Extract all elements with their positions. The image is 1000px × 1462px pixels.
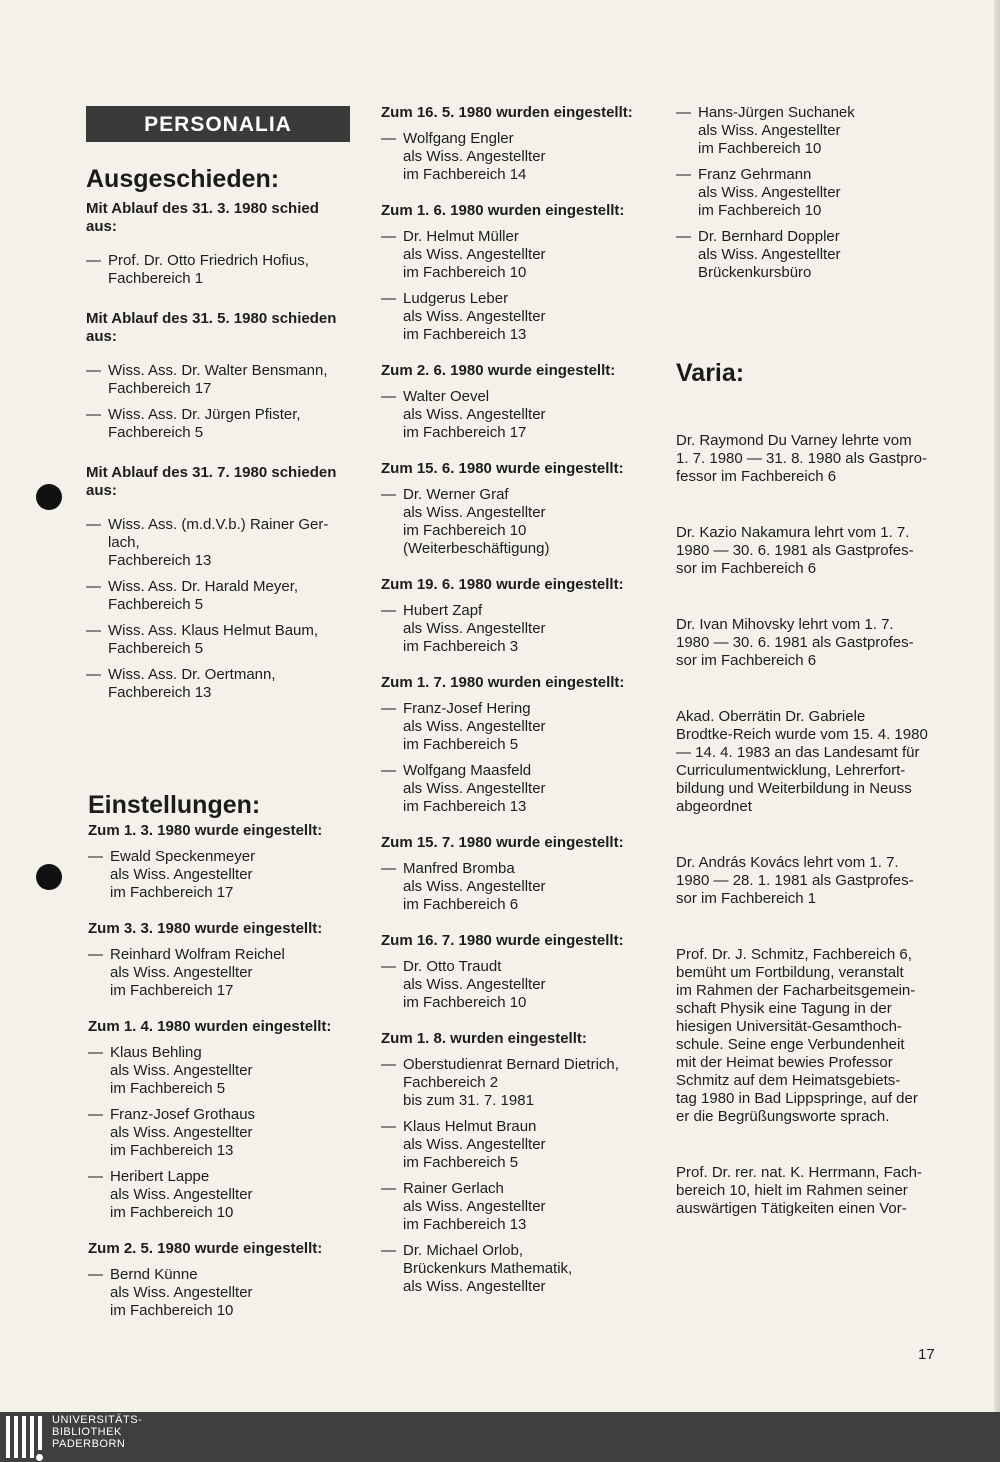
group-heading [381, 576, 651, 594]
dash-marker: — [381, 1118, 396, 1135]
list-item [88, 848, 358, 902]
column-1 [86, 104, 356, 1319]
list-item-line: Rainer Gerlach [403, 1180, 504, 1197]
list-item-line: Fachbereich 13 [108, 684, 212, 701]
list-item-line: im Fachbereich 6 [403, 896, 519, 913]
varia-paragraph-line: sor im Fachbereich 6 [676, 652, 817, 669]
varia-paragraph-line: sor im Fachbereich 1 [676, 890, 817, 907]
dash-marker: — [381, 486, 396, 503]
group-heading [381, 834, 651, 852]
list-item-line: im Fachbereich 17 [110, 884, 234, 901]
varia-paragraph-line: bereich 10, hielt im Rahmen seiner [676, 1182, 908, 1199]
list-item-line: bis zum 31. 7. 1981 [403, 1092, 534, 1109]
list-item-line: Fachbereich 5 [108, 424, 204, 441]
dash-marker: — [676, 104, 691, 121]
list-item-line: im Fachbereich 13 [403, 798, 527, 815]
list-item-line: als Wiss. Angestellter [698, 184, 841, 201]
list-item-line: Fachbereich 1 [108, 270, 204, 287]
list-item-line: Fachbereich 13 [108, 552, 212, 569]
list-item-line: als Wiss. Angestellter [403, 308, 546, 325]
group-heading-line: Zum 2. 5. 1980 wurde eingestellt: [88, 1240, 323, 1257]
dash-marker: — [381, 602, 396, 619]
einstellungen-section [88, 790, 358, 1320]
list-item-line: als Wiss. Angestellter [403, 878, 546, 895]
group-heading-line: Zum 1. 4. 1980 wurden eingestellt: [88, 1018, 332, 1035]
einstellungen-heading: Einstellungen: [88, 791, 261, 819]
list-item [88, 1266, 358, 1320]
list-item [86, 578, 356, 614]
list-item-line: als Wiss. Angestellter [403, 246, 546, 263]
list-item-line: Wolfgang Maasfeld [403, 762, 532, 779]
group-heading-line: Zum 1. 3. 1980 wurde eingestellt: [88, 822, 323, 839]
ausgeschieden-heading: Ausgeschieden: [86, 165, 280, 193]
list-item-line: im Fachbereich 13 [403, 1216, 527, 1233]
varia-paragraph-line: tag 1980 in Bad Lippspringe, auf der [676, 1090, 918, 1107]
list-item-line: als Wiss. Angestellter [403, 504, 546, 521]
dash-marker: — [381, 388, 396, 405]
column-3 [676, 104, 946, 1218]
list-item-line: als Wiss. Angestellter [403, 406, 546, 423]
list-item-line: Ewald Speckenmeyer [110, 848, 256, 865]
list-item [86, 666, 356, 702]
group-heading [86, 310, 356, 346]
einstellungen-groups [88, 822, 358, 1320]
dash-marker: — [86, 578, 101, 595]
list-item-line: Wiss. Ass. Dr. Walter Bensmann, [108, 362, 328, 379]
list-item [381, 388, 651, 442]
group-heading [88, 920, 358, 938]
list-item-line: Dr. Michael Orlob, [403, 1242, 524, 1259]
list-item-line: Fachbereich 17 [108, 380, 212, 397]
ausgeschieden-section [86, 164, 356, 702]
varia-paragraph-line: fessor im Fachbereich 6 [676, 468, 837, 485]
group-heading-line: Zum 3. 3. 1980 wurde eingestellt: [88, 920, 323, 937]
dash-marker: — [88, 1266, 103, 1283]
list-item-line: Klaus Helmut Braun [403, 1118, 537, 1135]
list-item-line: Franz-Josef Grothaus [110, 1106, 256, 1123]
list-item-line: Wolfgang Engler [403, 130, 514, 147]
group-heading-line: aus: [86, 482, 117, 499]
list-item-line: Franz-Josef Hering [403, 700, 531, 717]
dash-marker: — [381, 130, 396, 147]
group-heading-line: Zum 1. 8. wurden eingestellt: [381, 1030, 587, 1047]
varia-paragraph-line: Dr. András Kovács lehrt vom 1. 7. [676, 854, 899, 871]
list-item-line: als Wiss. Angestellter [403, 1136, 546, 1153]
list-item-line: Klaus Behling [110, 1044, 202, 1061]
punch-hole [36, 484, 62, 510]
list-item-line: als Wiss. Angestellter [698, 246, 841, 263]
group-heading [381, 362, 651, 380]
group-heading-line: aus: [86, 218, 117, 235]
group-heading [88, 822, 358, 840]
list-item-line: im Fachbereich 3 [403, 638, 519, 655]
group-heading [381, 932, 651, 950]
list-item-line: als Wiss. Angestellter [403, 1198, 546, 1215]
list-item-line: lach, [108, 534, 140, 551]
list-item [86, 622, 356, 658]
varia-paragraph-line: auswärtigen Tätigkeiten einen Vor- [676, 1200, 907, 1217]
dash-marker: — [381, 762, 396, 779]
varia-paragraph-line: 1980 — 30. 6. 1981 als Gastprofes- [676, 542, 914, 559]
list-item-line: als Wiss. Angestellter [403, 780, 546, 797]
list-item-line: Wiss. Ass. Dr. Oertmann, [108, 666, 276, 683]
dash-marker: — [86, 406, 101, 423]
dash-marker: — [381, 228, 396, 245]
list-item [381, 602, 651, 656]
list-item [381, 700, 651, 754]
group-heading-line: Zum 16. 5. 1980 wurden eingestellt: [381, 104, 633, 121]
varia-paragraph-line: im Rahmen der Facharbeitsgemein- [676, 982, 916, 999]
dash-marker: — [88, 1044, 103, 1061]
varia-paragraph [676, 616, 946, 670]
varia-paragraph [676, 1164, 946, 1218]
list-item [676, 228, 946, 282]
list-item-line: als Wiss. Angestellter [110, 866, 253, 883]
dash-marker: — [381, 1056, 396, 1073]
varia-paragraph-line: — 14. 4. 1983 an das Landesamt für [676, 744, 920, 761]
list-item-line: als Wiss. Angestellter [403, 620, 546, 637]
list-item-line: Dr. Bernhard Doppler [698, 228, 840, 245]
list-item [381, 130, 651, 184]
varia-paragraph [676, 524, 946, 578]
group-heading-line: Zum 15. 7. 1980 wurde eingestellt: [381, 834, 624, 851]
list-item-line: Fachbereich 2 [403, 1074, 499, 1091]
dash-marker: — [86, 362, 101, 379]
dash-marker: — [676, 228, 691, 245]
varia-paragraph-line: bemüht um Fortbildung, veranstalt [676, 964, 904, 981]
group-heading [381, 104, 651, 122]
list-item [381, 486, 651, 558]
dash-marker: — [88, 946, 103, 963]
list-item [676, 104, 946, 158]
list-item [88, 1044, 358, 1098]
list-item-line: als Wiss. Angestellter [698, 122, 841, 139]
varia-paragraph-line: 1. 7. 1980 — 31. 8. 1980 als Gastpro- [676, 450, 927, 467]
column-2 [381, 104, 651, 1296]
varia-paragraph-line: sor im Fachbereich 6 [676, 560, 817, 577]
einstellungen-continued [381, 104, 651, 1296]
varia-heading: Varia: [676, 359, 745, 387]
list-item-line: Fachbereich 5 [108, 596, 204, 613]
list-item-line: (Weiterbeschäftigung) [403, 540, 550, 557]
dash-marker: — [381, 290, 396, 307]
list-item-line: als Wiss. Angestellter [403, 976, 546, 993]
varia-paragraph-line: Prof. Dr. J. Schmitz, Fachbereich 6, [676, 946, 912, 963]
dash-marker: — [381, 700, 396, 717]
list-item-line: Wiss. Ass. Dr. Harald Meyer, [108, 578, 299, 595]
list-item-line: im Fachbereich 10 [110, 1302, 234, 1319]
logo-dot-icon [36, 1454, 43, 1461]
list-item-line: im Fachbereich 10 [698, 140, 822, 157]
dash-marker: — [676, 166, 691, 183]
dash-marker: — [381, 1180, 396, 1197]
group-heading [88, 1240, 358, 1258]
varia-paragraph [676, 432, 946, 486]
list-item-line: im Fachbereich 13 [110, 1142, 234, 1159]
group-heading-line: Mit Ablauf des 31. 3. 1980 schied [86, 200, 319, 217]
varia-paragraph-line: Dr. Ivan Mihovsky lehrt vom 1. 7. [676, 616, 894, 633]
dash-marker: — [381, 958, 396, 975]
list-item-line: als Wiss. Angestellter [110, 964, 253, 981]
dash-marker: — [86, 666, 101, 683]
list-item-line: im Fachbereich 13 [403, 326, 527, 343]
varia-paragraph-line: Prof. Dr. rer. nat. K. Herrmann, Fach- [676, 1164, 922, 1181]
list-item [676, 166, 946, 220]
list-item-line: Fachbereich 5 [108, 640, 204, 657]
group-heading [86, 200, 356, 236]
list-item [86, 362, 356, 398]
varia-paragraphs [676, 432, 946, 1218]
list-item-line: im Fachbereich 10 [403, 994, 527, 1011]
list-item [381, 958, 651, 1012]
group-heading-line: Zum 19. 6. 1980 wurde eingestellt: [381, 576, 624, 593]
list-item-line: als Wiss. Angestellter [110, 1284, 253, 1301]
list-item-line: im Fachbereich 10 [403, 522, 527, 539]
list-item-line: Reinhard Wolfram Reichel [110, 946, 285, 963]
dash-marker: — [381, 860, 396, 877]
list-item-line: Hubert Zapf [403, 602, 483, 619]
group-heading-line: Zum 16. 7. 1980 wurde eingestellt: [381, 932, 624, 949]
list-item [381, 1118, 651, 1172]
page-edge [994, 0, 1000, 1412]
list-item [381, 290, 651, 344]
dash-marker: — [88, 1168, 103, 1185]
list-item-line: als Wiss. Angestellter [403, 148, 546, 165]
list-item [86, 516, 356, 570]
list-item-line: Dr. Werner Graf [403, 486, 509, 503]
list-item [88, 946, 358, 1000]
page-number: 17 [918, 1346, 935, 1363]
list-item-line: Walter Oevel [403, 388, 490, 405]
list-item-line: im Fachbereich 10 [698, 202, 822, 219]
varia-paragraph-line: 1980 — 30. 6. 1981 als Gastprofes- [676, 634, 914, 651]
list-item-line: Dr. Otto Traudt [403, 958, 502, 975]
list-item [88, 1106, 358, 1160]
group-heading-line: Zum 15. 6. 1980 wurde eingestellt: [381, 460, 624, 477]
varia-paragraph [676, 946, 946, 1126]
list-item [381, 1242, 651, 1296]
varia-paragraph-line: schule. Seine enge Verbundenheit [676, 1036, 905, 1053]
library-logo-text: UNIVERSITÄTS- BIBLIOTHEK PADERBORN [52, 1414, 143, 1450]
list-item-line: Dr. Helmut Müller [403, 228, 519, 245]
varia-paragraph-line: Akad. Oberrätin Dr. Gabriele [676, 708, 866, 725]
punch-hole [36, 864, 62, 890]
group-heading-line: Mit Ablauf des 31. 7. 1980 schieden [86, 464, 337, 481]
group-heading-line: Zum 2. 6. 1980 wurde eingestellt: [381, 362, 616, 379]
ausgeschieden-groups [86, 200, 356, 702]
list-item-line: als Wiss. Angestellter [110, 1186, 253, 1203]
list-item-line: im Fachbereich 17 [110, 982, 234, 999]
list-item-line: im Fachbereich 14 [403, 166, 527, 183]
list-item [86, 406, 356, 442]
list-item-line: als Wiss. Angestellter [403, 1278, 546, 1295]
list-item-line: Bernd Künne [110, 1266, 198, 1283]
list-item [86, 252, 356, 288]
einstellungen-continued-2 [676, 104, 946, 282]
list-item-line: im Fachbereich 5 [110, 1080, 226, 1097]
list-item-line: als Wiss. Angestellter [110, 1062, 253, 1079]
list-item-line: im Fachbereich 10 [403, 264, 527, 281]
varia-paragraph-line: mit der Heimat bewies Professor [676, 1054, 893, 1071]
dash-marker: — [381, 1242, 396, 1259]
list-item-line: Prof. Dr. Otto Friedrich Hofius, [108, 252, 309, 269]
personalia-banner: PERSONALIA [86, 106, 350, 142]
group-heading-line: Zum 1. 6. 1980 wurden eingestellt: [381, 202, 625, 219]
varia-paragraph-line: Brodtke-Reich wurde vom 15. 4. 1980 [676, 726, 928, 743]
group-heading [88, 1018, 358, 1036]
list-item-line: im Fachbereich 5 [403, 736, 519, 753]
list-item-line: Oberstudienrat Bernard Dietrich, [403, 1056, 619, 1073]
varia-paragraph-line: Curriculumentwicklung, Lehrerfort- [676, 762, 906, 779]
list-item-line: Franz Gehrmann [698, 166, 812, 183]
list-item [381, 860, 651, 914]
varia-paragraph-line: Dr. Raymond Du Varney lehrte vom [676, 432, 912, 449]
dash-marker: — [88, 1106, 103, 1123]
group-heading [381, 1030, 651, 1048]
varia-paragraph [676, 854, 946, 908]
list-item [381, 762, 651, 816]
list-item [381, 1056, 651, 1110]
list-item-line: Ludgerus Leber [403, 290, 509, 307]
list-item-line: Brückenkursbüro [698, 264, 812, 281]
list-item [381, 228, 651, 282]
varia-paragraph-line: 1980 — 28. 1. 1981 als Gastprofes- [676, 872, 914, 889]
list-item-line: als Wiss. Angestellter [403, 718, 546, 735]
list-item-line: im Fachbereich 5 [403, 1154, 519, 1171]
varia-paragraph-line: er die Begrüßungsworte sprach. [676, 1108, 890, 1125]
list-item-line: im Fachbereich 17 [403, 424, 527, 441]
varia-paragraph [676, 708, 946, 816]
group-heading [381, 674, 651, 692]
varia-paragraph-line: Schmitz auf dem Heimatsgebiets- [676, 1072, 901, 1089]
list-item-line: Brückenkurs Mathematik, [403, 1260, 573, 1277]
dash-marker: — [86, 516, 101, 533]
list-item-line: Wiss. Ass. Dr. Jürgen Pfister, [108, 406, 301, 423]
group-heading-line: Mit Ablauf des 31. 5. 1980 schieden [86, 310, 337, 327]
list-item-line: Hans-Jürgen Suchanek [698, 104, 855, 121]
list-item-line: Heribert Lappe [110, 1168, 210, 1185]
list-item-line: als Wiss. Angestellter [110, 1124, 253, 1141]
dash-marker: — [88, 848, 103, 865]
varia-paragraph-line: hiesigen Universität-Gesamthoch- [676, 1018, 902, 1035]
list-item [381, 1180, 651, 1234]
list-item-line: im Fachbereich 10 [110, 1204, 234, 1221]
library-footer [0, 1412, 1000, 1462]
group-heading [381, 202, 651, 220]
dash-marker: — [86, 622, 101, 639]
varia-paragraph-line: bildung und Weiterbildung in Neuss [676, 780, 912, 797]
group-heading [86, 464, 356, 500]
dash-marker: — [86, 252, 101, 269]
group-heading [381, 460, 651, 478]
list-item-line: Wiss. Ass. Klaus Helmut Baum, [108, 622, 319, 639]
list-item [88, 1168, 358, 1222]
varia-paragraph-line: Dr. Kazio Nakamura lehrt vom 1. 7. [676, 524, 910, 541]
list-item-line: Wiss. Ass. (m.d.V.b.) Rainer Ger- [108, 516, 329, 533]
group-heading-line: aus: [86, 328, 117, 345]
varia-paragraph-line: schaft Physik eine Tagung in der [676, 1000, 892, 1017]
varia-paragraph-line: abgeordnet [676, 798, 752, 815]
group-heading-line: Zum 1. 7. 1980 wurden eingestellt: [381, 674, 625, 691]
list-item-line: Manfred Bromba [403, 860, 515, 877]
